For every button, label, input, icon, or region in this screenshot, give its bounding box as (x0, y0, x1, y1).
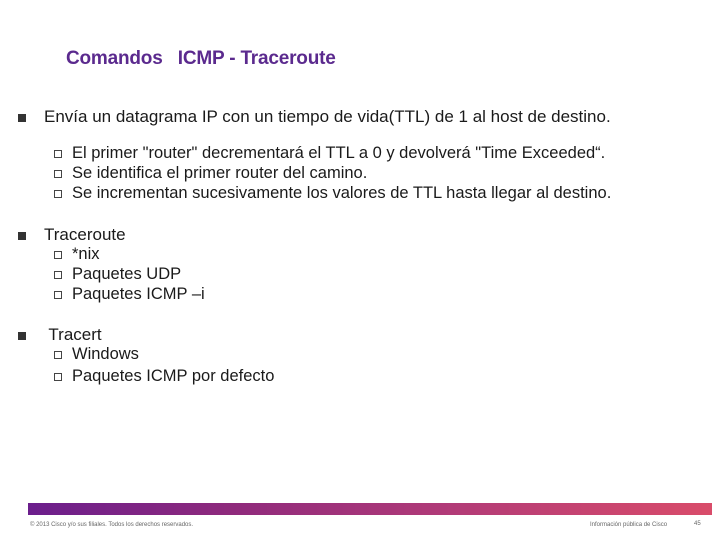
sub-item-text: Paquetes ICMP –i (72, 285, 205, 303)
sub-item-1-2 (54, 164, 367, 183)
bullet-text-2: Traceroute (44, 225, 126, 244)
sub-item-1-3 (54, 184, 611, 203)
sub-item-3-1 (54, 345, 139, 364)
footer-classification: Información pública de Cisco (590, 522, 668, 528)
sub-item-2-1 (54, 245, 100, 264)
sub-item-text: Paquetes ICMP por defecto (72, 367, 275, 385)
bullet-text-1: Envía un datagrama IP con un tiempo de vida(TTL) de 1 al host de destino. (44, 107, 611, 126)
bullet-marker (18, 232, 26, 240)
sub-item-3-2 (54, 367, 274, 386)
checkbox-bullet-icon (54, 251, 62, 259)
sub-item-2-2 (54, 265, 181, 284)
slide-title: Comandos ICMP - Traceroute (66, 48, 336, 69)
sub-item-text: *nix (72, 245, 100, 263)
footer-gradient-bar (28, 503, 712, 515)
bullet-marker (18, 114, 26, 122)
bullet-marker (18, 332, 26, 340)
page-number: 45 (694, 521, 701, 527)
bullet-text-3: Tracert (44, 325, 102, 344)
sub-item-1-1 (54, 144, 605, 163)
checkbox-bullet-icon (54, 271, 62, 279)
sub-item-text: Se incrementan sucesivamente los valores de TTL hasta llegar al destino. (72, 184, 612, 202)
checkbox-bullet-icon (54, 373, 62, 381)
sub-item-2-3 (54, 285, 205, 304)
checkbox-bullet-icon (54, 170, 62, 178)
sub-item-text: Se identifica el primer router del camino. (72, 164, 368, 182)
footer-copyright: © 2013 Cisco y/o sus filiales. Todos los derechos reservados. (30, 522, 194, 528)
sub-item-text: Windows (72, 345, 139, 363)
sub-item-text: Paquetes UDP (72, 265, 182, 283)
sub-item-text: El primer "router" decrementará el TTL a 0 y devolverá "Time Exceeded“. (72, 144, 606, 162)
checkbox-bullet-icon (54, 351, 62, 359)
checkbox-bullet-icon (54, 190, 62, 198)
checkbox-bullet-icon (54, 150, 62, 158)
checkbox-bullet-icon (54, 291, 62, 299)
